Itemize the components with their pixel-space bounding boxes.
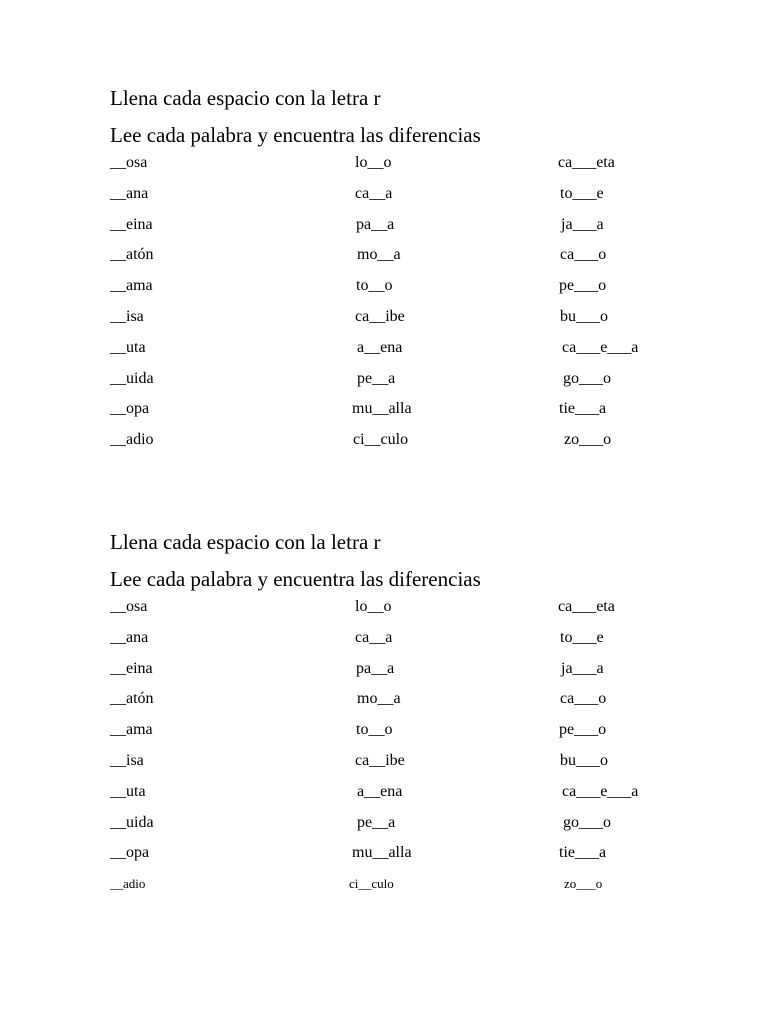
section-subtitle: Lee cada palabra y encuentra las diferencias: [110, 123, 481, 147]
worksheet-section-2: [110, 530, 710, 905]
word-cell: a__ena: [357, 338, 403, 356]
word-cell: lo__o: [355, 154, 392, 171]
word-cell: ci__culo: [353, 431, 409, 449]
word-cell: ca___e___a: [562, 338, 639, 356]
word-cell: __uida: [110, 369, 154, 387]
worksheet-section-1: [110, 86, 710, 461]
section-subtitle: Lee cada palabra y encuentra las diferencias: [110, 567, 481, 591]
word-cell: bu___o: [560, 751, 608, 769]
word-cell: __osa: [110, 598, 148, 615]
word-cell: pe___o: [559, 277, 607, 295]
word-row: [110, 153, 710, 184]
word-cell: ca__a: [355, 184, 393, 202]
word-cell: __atón: [110, 246, 154, 264]
word-cell: __uta: [110, 782, 146, 800]
word-cell: __ana: [110, 184, 149, 202]
word-row: [110, 338, 710, 369]
word-cell: zo___o: [564, 876, 603, 892]
word-list: [110, 153, 710, 461]
word-cell: a__ena: [357, 782, 403, 800]
word-cell: __eina: [110, 215, 153, 233]
word-row: [110, 307, 710, 338]
word-cell: __uida: [110, 813, 154, 831]
word-cell: ca___e___a: [562, 782, 639, 800]
word-cell: ca__a: [355, 628, 393, 646]
section-title: Llena cada espacio con la letra r: [110, 530, 381, 554]
word-cell: __ana: [110, 628, 149, 646]
word-cell: pe__a: [357, 813, 396, 831]
word-cell: __isa: [110, 751, 144, 769]
word-row: [110, 782, 710, 813]
word-cell: to___e: [560, 184, 604, 202]
word-cell: pa__a: [356, 215, 395, 233]
word-cell: to__o: [356, 277, 393, 295]
word-row: [110, 276, 710, 307]
word-cell: go___o: [563, 813, 611, 831]
word-cell: go___o: [563, 369, 611, 387]
word-cell: pe__a: [357, 369, 396, 387]
word-cell: __eina: [110, 659, 153, 677]
word-cell: __ama: [110, 277, 153, 295]
word-row: [110, 245, 710, 276]
word-row: [110, 874, 710, 905]
word-row: [110, 184, 710, 215]
word-row: [110, 597, 710, 628]
word-cell: __opa: [110, 844, 150, 862]
word-cell: __isa: [110, 307, 144, 325]
word-cell: __atón: [110, 690, 154, 708]
word-cell: mu__alla: [352, 844, 412, 862]
word-cell: ca___o: [560, 246, 607, 264]
word-cell: mo__a: [357, 246, 401, 264]
word-cell: ca__ibe: [355, 751, 405, 769]
word-row: [110, 720, 710, 751]
word-row: [110, 813, 710, 844]
word-row: [110, 689, 710, 720]
word-list: [110, 597, 710, 905]
word-cell: __uta: [110, 338, 146, 356]
word-row: [110, 751, 710, 782]
word-cell: zo___o: [564, 431, 612, 449]
word-cell: ci__culo: [349, 876, 394, 892]
word-row: [110, 659, 710, 690]
word-cell: ja___a: [561, 215, 604, 233]
word-cell: __adio: [110, 876, 146, 892]
word-cell: to___e: [560, 628, 604, 646]
word-cell: ja___a: [561, 659, 604, 677]
word-cell: pa__a: [356, 659, 395, 677]
word-cell: bu___o: [560, 307, 608, 325]
word-cell: tie___a: [559, 400, 607, 418]
word-cell: __osa: [110, 154, 148, 171]
word-cell: mo__a: [357, 690, 401, 708]
word-cell: pe___o: [559, 721, 607, 739]
word-cell: to__o: [356, 721, 393, 739]
word-cell: ca__ibe: [355, 307, 405, 325]
word-cell: ca___eta: [558, 154, 615, 171]
word-cell: __ama: [110, 721, 153, 739]
word-cell: ca___o: [560, 690, 607, 708]
word-row: [110, 843, 710, 874]
section-title: Llena cada espacio con la letra r: [110, 86, 381, 110]
word-row: [110, 399, 710, 430]
word-cell: tie___a: [559, 844, 607, 862]
word-row: [110, 369, 710, 400]
word-cell: ca___eta: [558, 598, 615, 615]
word-cell: mu__alla: [352, 400, 412, 418]
word-row: [110, 628, 710, 659]
word-row: [110, 430, 710, 461]
word-cell: lo__o: [355, 598, 392, 615]
word-row: [110, 215, 710, 246]
word-cell: __opa: [110, 400, 150, 418]
word-cell: __adio: [110, 431, 154, 449]
